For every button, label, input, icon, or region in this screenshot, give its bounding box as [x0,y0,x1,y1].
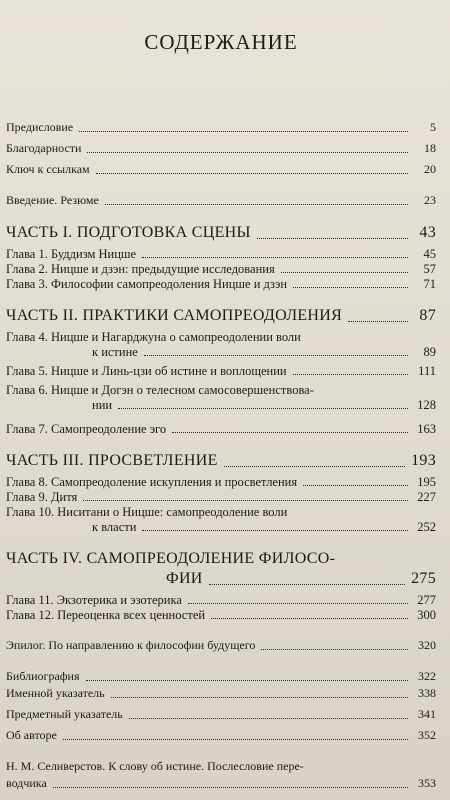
leader-dots [144,355,408,356]
entry-page: 352 [418,728,436,742]
chapter-label: Глава 10. Ниситани о Ницше: самопреодоление воли [6,505,288,519]
entry-label: Благодарности [6,141,82,155]
toc-part [6,451,436,471]
part-title: ЧАСТЬ III. ПРОСВЕТЛЕНИЕ [6,452,218,469]
toc-chapter [6,422,436,437]
chapter-label-cont: к истине [92,345,138,359]
leader-dots [303,485,408,486]
entry-page: 128 [417,398,436,412]
entry-page: 353 [418,776,436,790]
entry-page: 300 [417,608,436,622]
entry-page: 71 [423,277,436,291]
entry-page: 322 [418,669,436,683]
toc-entry [6,140,436,157]
entry-label: Введение. Резюме [6,193,99,207]
entry-page: 89 [423,345,436,359]
toc-chapter [6,262,436,277]
part-title: ЧАСТЬ I. ПОДГОТОВКА СЦЕНЫ [6,224,251,241]
leader-dots [224,466,405,467]
leader-dots [281,272,408,273]
leader-dots [172,432,408,433]
toc-entry [6,192,436,209]
toc-entry [6,161,436,178]
leader-dots [63,739,408,740]
leader-dots [142,530,408,531]
chapter-label: Глава 12. Переоценка всех ценностей [6,608,206,622]
toc-entry [6,93,436,136]
entry-page: 20 [424,162,436,176]
chapter-label: Глава 8. Самопреодоление искупления и просветления [6,475,298,489]
leader-dots [87,152,408,153]
chapter-label: Глава 11. Экзотерика и эзотерика [6,593,182,607]
leader-dots [96,173,408,174]
entry-page: 227 [417,490,436,504]
toc-chapter [6,383,436,413]
leader-dots [83,500,408,501]
leader-dots [86,680,409,681]
leader-dots [79,131,408,132]
entry-page: 193 [411,452,436,469]
leader-dots [111,697,408,698]
toc-chapter [6,330,436,360]
leader-dots [142,257,408,258]
entry-label: Предисловие [6,120,74,134]
chapter-label: Глава 6. Ницше и Догэн о телесном самосовершенствова- [6,383,314,397]
entry-label: Об авторе [6,728,57,742]
toc-chapter [6,608,436,623]
entry-page: 57 [423,262,436,276]
entry-label-cont: водчика [6,776,47,790]
leader-dots [129,718,408,719]
leader-dots [293,374,408,375]
entry-page: 252 [417,520,436,534]
entry-label: Предметный указатель [6,707,123,721]
entry-page: 195 [417,475,436,489]
leader-dots [293,287,408,288]
page-title: СОДЕРЖАНИЕ [144,30,298,54]
chapter-label-cont: к власти [92,520,137,534]
part-title: ЧАСТЬ II. ПРАКТИКИ САМОПРЕОДОЛЕНИЯ [6,307,343,324]
toc-chapter [6,505,436,535]
entry-page: 320 [418,638,436,652]
toc-chapter [6,364,436,379]
chapter-label: Глава 4. Ницше и Нагарджуна о самопреодолении воли [6,330,301,344]
toc-entry [6,706,436,723]
entry-page: 338 [418,686,436,700]
entry-page: 5 [430,120,436,134]
entry-page: 111 [418,364,436,378]
leader-dots [261,649,408,650]
toc-entry [6,637,436,654]
toc-chapter [6,277,436,292]
entry-page: 277 [417,593,436,607]
leader-dots [188,603,408,604]
leader-dots [348,321,408,322]
toc-chapter [6,490,436,505]
entry-page: 275 [411,570,436,587]
part-title: ЧАСТЬ IV. САМОПРЕОДОЛЕНИЕ ФИЛОСО- [6,550,336,567]
entry-page: 45 [423,247,436,261]
toc-part [6,306,436,326]
entry-page: 87 [419,307,436,324]
leader-dots [53,787,408,788]
leader-dots [105,204,408,205]
leader-dots [118,408,408,409]
entry-page: 341 [418,707,436,721]
toc-part [6,549,436,589]
toc-entry [6,685,436,702]
entry-label: Именной указатель [6,686,105,700]
toc-chapter [6,593,436,608]
chapter-label: Глава 9. Дитя [6,490,78,504]
toc-entry [6,727,436,744]
chapter-label: Глава 7. Самопреодоление эго [6,422,167,436]
entry-page: 18 [424,141,436,155]
entry-page: 23 [424,193,436,207]
toc-entry [6,758,436,792]
entry-label: Эпилог. По направлению к философии будущего [6,638,256,652]
part-title-cont: ФИИ [166,570,203,587]
leader-dots [211,618,408,619]
chapter-label: Глава 1. Буддизм Ницше [6,247,137,261]
entry-label: Н. М. Селиверстов. К слову об истине. Послесловие пере- [6,759,304,773]
toc-chapter [6,247,436,262]
leader-dots [209,584,405,585]
entry-page: 163 [417,422,436,436]
chapter-label: Глава 3. Философии самопреодоления Ницше и дзэн [6,277,288,291]
chapter-label: Глава 5. Ницше и Линь-цзи об истине и воплощении [6,364,287,378]
toc-part [6,223,436,243]
chapter-label-cont: нии [92,398,113,412]
leader-dots [257,238,408,239]
entry-label: Ключ к ссылкам [6,162,90,176]
toc-entry [6,668,436,685]
entry-label: Библиография [6,669,80,683]
toc-chapter [6,475,436,490]
entry-page: 43 [419,224,436,241]
chapter-label: Глава 2. Ницше и дзэн: предыдущие исследования [6,262,275,276]
